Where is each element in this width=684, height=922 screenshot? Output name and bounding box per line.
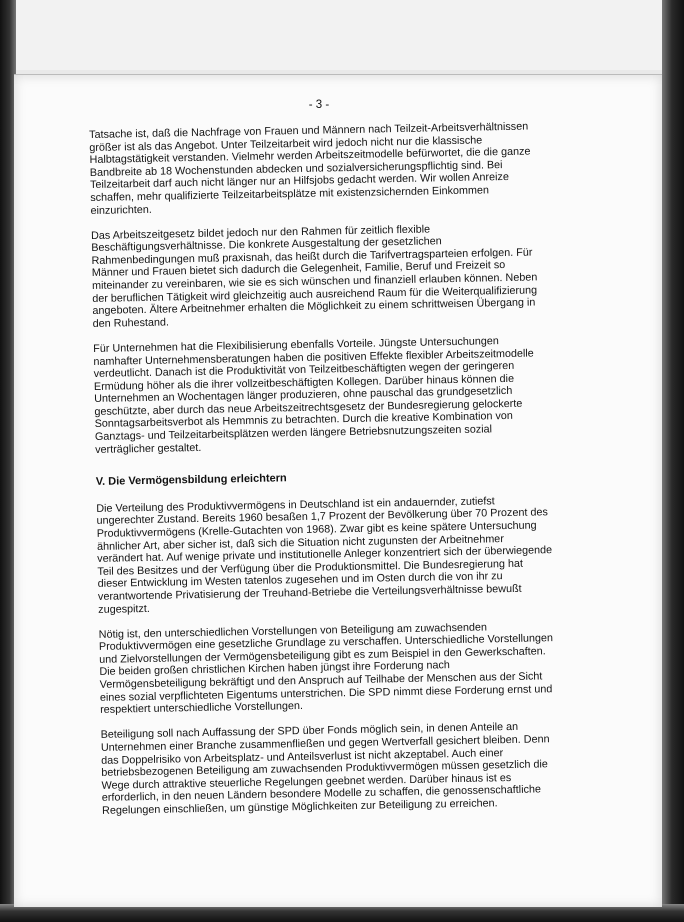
scan-top-margin [16,0,662,70]
section-heading: V. Die Vermögensbildung erleichtern [95,472,287,489]
paragraph: Tatsache ist, daß die Nachfrage von Frauen und Männern nach Teilzeit-Arbeitsverhältnissen größer ist als das Angebot. Unter Teilzeitarbeit wird jedoch nicht nur die klassische Halbtagstätigkeit verstanden. Vielmehr werden Arbeitszeitmodelle befürwortet, die die ganze Bandbreite ab 18 Wochenstunden abdecken und sozialversicherungspflichtig sind. Bei Teilzeitarbeit darf auch nicht länger nur an Hilfsjobs gedacht werden. Wir wollen Anreize schaffen, mehr qualifizierte Teilzeitarbeitsplätze mit existenzsichernden Einkommen einzurichten. [89,120,531,217]
document-page [14,74,662,907]
page-number: - 3 - [308,99,330,111]
paragraph: Die Verteilung des Produktivvermögens in Deutschland ist ein andauernder, zutiefst ungerechter Zustand. Bereits 1960 besaßen 1,7 Prozent der Bevölkerung über 70 Prozent des Produktivvermögens (Krelle-Gutachten von 1968). Zwar gibt es keine spätere Untersuchung ähnlicher Art, aber sicher ist, daß sich die Situation nicht zugunsten der Arbeitnehmer verändert hat. Auf wenige private und institutionelle Anleger konzentriert sich der überwiegende Teil des Besitzes und der Verfügung über die Produktionsmittel. Die Bundesregierung hat dieser Entwicklung im Westen tatenlos zugesehen und im Osten durch die von ihr zu verantwortende Privatisierung der Treuhand-Betriebe die Verteilungsverhältnisse bewußt zugespitzt. [96,495,553,616]
body-text [89,120,557,830]
scan-edge-right [662,0,684,922]
paragraph: Für Unternehmen hat die Flexibilisierung ebenfalls Vorteile. Jüngste Untersuchungen namhafter Unternehmensberatungen haben die positiven Effekte flexibler Arbeitszeitmodelle verdeutlicht. Danach ist die Produktivität von Teilzeitbeschäftigten wegen der geringeren Ermüdung höher als die ihrer vollzeitbeschäftigten Kollegen. Darüber hinaus können die Unternehmen an Wochentagen länger produzieren, ohne pauschal das grundgesetzlich geschützte, aber durch das neue Arbeitszeitrechtsgesetz der Bundesregierung gelockerte Sonntagsarbeitsverbot als Hemmnis zu betrachten. Durch die kreative Kombination von Ganztags- und Teilzeitarbeitsplätzen werden längere Betriebsnutzungszeiten sozial verträglicher gestaltet. [93,335,534,456]
paragraph: Nötig ist, den unterschiedlichen Vorstellungen von Beteiligung am zuwachsenden Produktivvermögen eine gesetzliche Grundlage zu verschaffen. Unterschiedliche Vorstellungen und Zielvorstellungen der Vermögensbeteiligung gibt es zum Beispiel in den Gewerkschaften. Die beiden großen christlichen Kirchen haben jüngst ihre Forderung nach Vermögensbeteiligung bekräftigt und den Anspruch auf Teilhabe der Menschen aus der Sicht eines sozial verpflichteten Eigentums unterstrichen. Die SPD nimmt diese Forderung ernst und respektiert unterschiedliche Vorstellungen. [98,621,554,717]
paragraph: Beteiligung soll nach Auffassung der SPD über Fonds möglich sein, in denen Anteile an Unternehmen einer Branche zusammenfließen und gegen Wertverfall gesichert bleiben. Denn das Doppelrisiko von Arbeitsplatz- und Anteilsverlust ist nicht akzeptabel. Auch einer betriebsbezogenen Beteiligung am zuwachsenden Produktivvermögen müssen gesetzlich die Wege durch attraktive steuerliche Regelungen geebnet werden. Darüber hinaus ist es erforderlich, in den neuen Ländern besondere Modelle zu schaffen, die genossenschaftliche Regelungen einschließen, um günstige Möglichkeiten zur Beteiligung zu erreichen. [100,721,550,817]
paragraph: Das Arbeitszeitgesetz bildet jedoch nur den Rahmen für zeitlich flexible Beschäftigungsverhältnisse. Die konkrete Ausgestaltung der gesetzlichen Rahmenbedingungen muß praxisnah, das heißt durch die Tarifvertragsparteien erfolgen. Für Männer und Frauen bietet sich dadurch die Gelegenheit, Familie, Beruf und Freizeit so miteinander zu vereinbaren, wie sie es sich wünschen und finanziell erlauben können. Neben der beruflichen Tätigkeit wird gleichzeitig auch ausreichend Raum für die Weiterqualifizierung angeboten. Ältere Arbeitnehmer erhalten die Möglichkeit zu einem schrittweisen Übergang in den Ruhestand. [90,223,538,330]
